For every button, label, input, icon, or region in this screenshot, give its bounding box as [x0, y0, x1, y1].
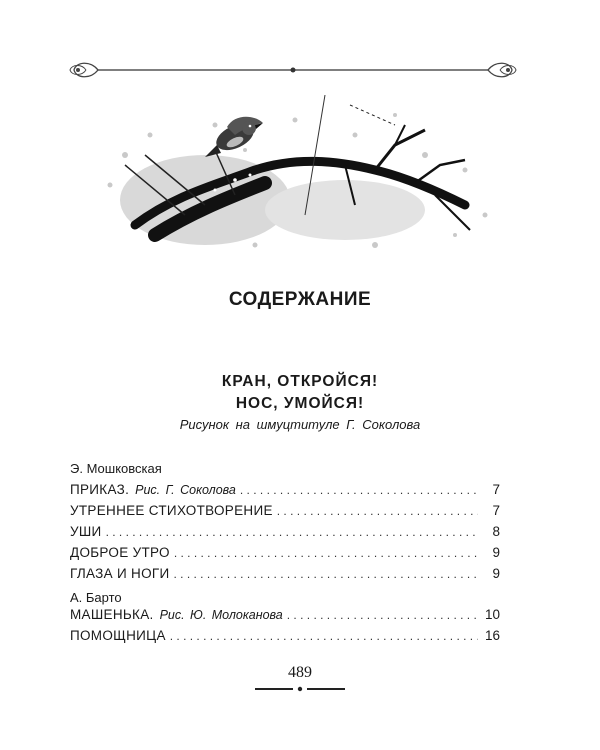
footer-ornament	[255, 685, 345, 693]
toc-leader-dots	[170, 629, 478, 643]
toc-entry-title: ПРИКАЗ.	[70, 482, 130, 497]
toc-leader-dots	[174, 567, 479, 581]
toc-row[interactable]	[70, 524, 500, 539]
toc-entry-title: УТРЕННЕЕ СТИХОТВОРЕНИЕ	[70, 503, 273, 518]
toc-entry-title: ДОБРОЕ УТРО	[70, 545, 170, 560]
toc-entry-title: УШИ	[70, 524, 102, 539]
toc-row[interactable]	[70, 628, 500, 643]
section-title-line1: КРАН, ОТКРОЙСЯ!	[221, 373, 379, 390]
toc-entry-title: ПОМОЩНИЦА	[70, 628, 166, 643]
toc-entry-illustrator: Рис. Г. Соколова	[135, 483, 236, 497]
toc-entry-page: 7	[492, 503, 500, 518]
toc-leader-dots	[174, 546, 478, 560]
toc-row[interactable]	[70, 503, 500, 518]
bird-branch-illustration	[95, 95, 500, 260]
page-title: СОДЕРЖАНИЕ	[228, 289, 372, 310]
toc-author: А. Барто	[70, 590, 122, 605]
toc-row[interactable]	[70, 482, 500, 497]
toc-row[interactable]	[70, 566, 500, 581]
toc-row[interactable]	[70, 607, 500, 622]
toc-leader-dots	[277, 504, 478, 518]
section-title-line2: НОС, УМОЙСЯ!	[235, 395, 365, 412]
toc-entry-illustrator: Рис. Ю. Молоканова	[159, 608, 283, 622]
page-number: 489	[288, 664, 312, 681]
section-caption: Рисунок на шмуцтитуле Г. Соколова	[179, 417, 421, 432]
toc-entry-page: 8	[492, 524, 500, 539]
toc-entry-page: 9	[492, 566, 500, 581]
toc-leader-dots	[240, 483, 478, 497]
toc-leader-dots	[106, 525, 478, 539]
toc-row[interactable]	[70, 545, 500, 560]
bird-icon	[205, 117, 263, 157]
toc-entry-page: 7	[492, 482, 500, 497]
toc-entry-title: ГЛАЗА И НОГИ	[70, 566, 170, 581]
header-ornament	[68, 58, 518, 82]
toc-entry-page: 10	[484, 607, 500, 622]
toc-leader-dots	[287, 608, 478, 622]
toc-entry-page: 16	[484, 628, 500, 643]
toc-entry-page: 9	[492, 545, 500, 560]
toc-entry-title: МАШЕНЬКА.	[70, 607, 154, 622]
toc-author: Э. Мошковская	[70, 461, 162, 476]
